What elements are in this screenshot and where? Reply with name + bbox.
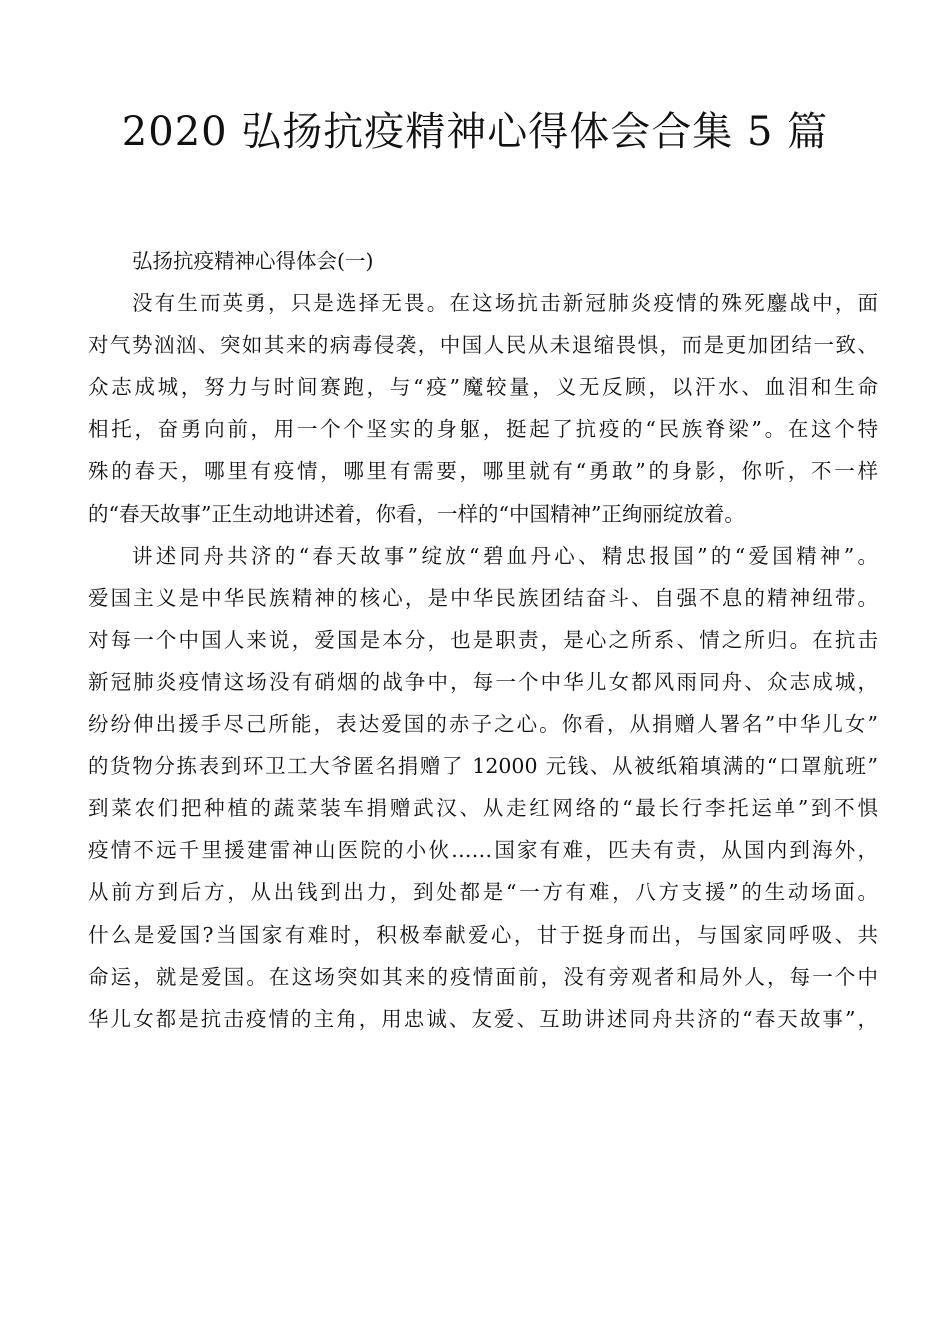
text-line: 众志成城，努力与时间赛跑，与“疫”魔较量，义无反顾，以汗水、血泪和生命 — [88, 375, 878, 400]
text-line: 的“春天故事”正生动地讲述着，你看，一样的“中国精神”正绚丽绽放着。 — [88, 501, 745, 526]
document-body — [88, 240, 878, 1040]
text-line: 讲述同舟共济的“春天故事”绽放“碧血丹心、精忠报国”的“爱国精神”。 — [132, 543, 878, 568]
text-line: 爱国主义是中华民族精神的核心，是中华民族团结奋斗、自强不息的精神纽带。 — [88, 585, 878, 610]
text-line: 的货物分拣表到环卫工大爷匿名捐赠了 12000 元钱、从被纸箱填满的“口罩航班” — [88, 754, 878, 779]
text-line: 命运，就是爱国。在这场突如其来的疫情面前，没有旁观者和局外人，每一个中 — [88, 964, 878, 989]
document-title: 2020 弘扬抗疫精神心得体会合集 5 篇 — [121, 109, 829, 155]
text-line: 到菜农们把种植的蔬菜装车捐赠武汉、从走红网络的“最长行李托运单”到不惧 — [88, 796, 878, 821]
text-line: 华儿女都是抗击疫情的主角，用忠诚、友爱、互助讲述同舟共济的“春天故事”， — [88, 1006, 878, 1031]
text-line: 什么是爱国?当国家有难时，积极奉献爱心，甘于挺身而出，与国家同呼吸、共 — [88, 922, 878, 947]
text-line: 没有生而英勇，只是选择无畏。在这场抗击新冠肺炎疫情的殊死鏖战中，面 — [132, 291, 878, 316]
text-line: 相托，奋勇向前，用一个个坚实的身躯，挺起了抗疫的“民族脊梁”。在这个特 — [88, 417, 878, 442]
text-line: 对每一个中国人来说，爱国是本分，也是职责，是心之所系、情之所归。在抗击 — [88, 627, 878, 652]
text-line: 新冠肺炎疫情这场没有硝烟的战争中，每一个中华儿女都风雨同舟、众志成城， — [88, 669, 878, 694]
text-line: 纷纷伸出援手尽己所能，表达爱国的赤子之心。你看，从捐赠人署名”中华儿女” — [88, 712, 878, 737]
text-line: 殊的春天，哪里有疫情，哪里有需要，哪里就有“勇敢”的身影，你听，不一样 — [88, 459, 878, 484]
text-line: 疫情不远千里援建雷神山医院的小伙……国家有难，匹夫有责，从国内到海外， — [88, 838, 878, 863]
text-line: 对气势汹汹、突如其来的病毒侵袭，中国人民从未退缩畏惧，而是更加团结一致、 — [88, 333, 878, 358]
text-line: 弘扬抗疫精神心得体会(一) — [132, 249, 374, 273]
text-line: 从前方到后方，从出钱到出力，到处都是“一方有难，八方支援”的生动场面。 — [88, 880, 878, 905]
